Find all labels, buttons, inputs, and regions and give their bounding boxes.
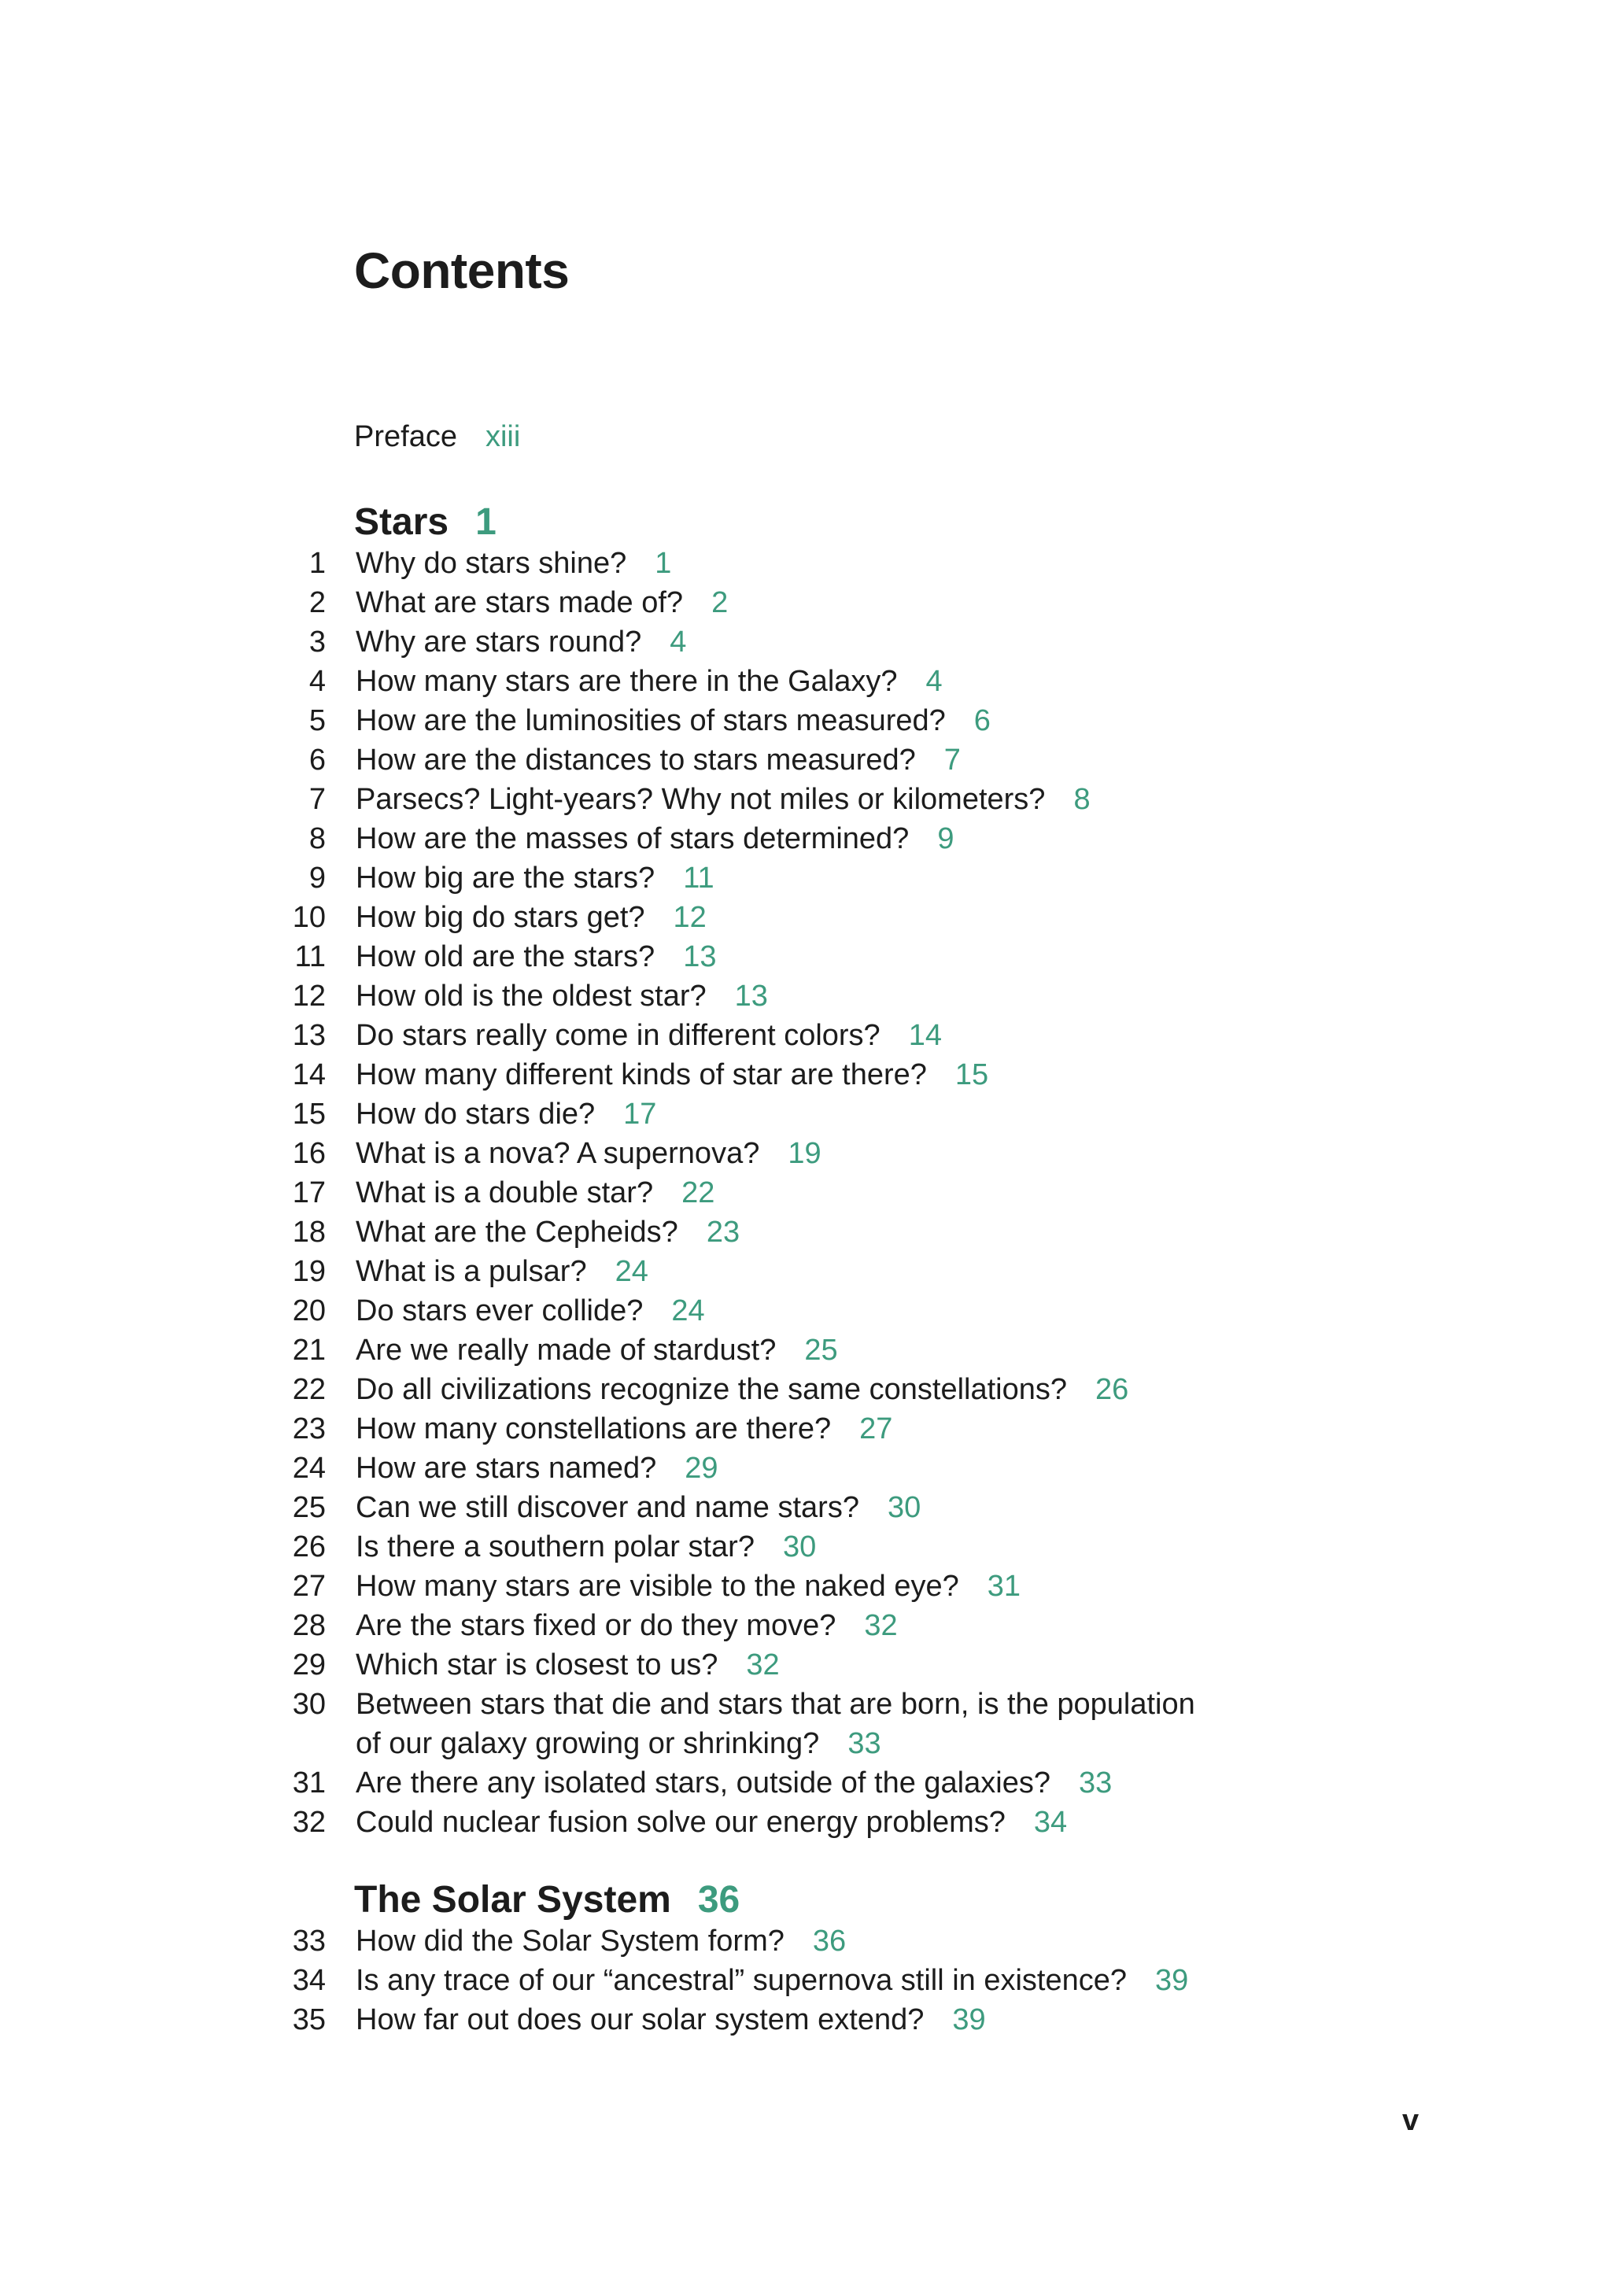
entry-page: 25 xyxy=(804,1334,838,1367)
entry-text: Could nuclear fusion solve our energy problems? xyxy=(356,1806,1006,1839)
entry-page: 22 xyxy=(681,1176,715,1209)
entry-number: 9 xyxy=(308,862,326,895)
entry-number: 21 xyxy=(292,1334,326,1367)
entry-text: What are stars made of? xyxy=(356,586,684,619)
entry-page: 33 xyxy=(1078,1766,1113,1800)
entry-number: 26 xyxy=(292,1530,326,1563)
entry-text: Are there any isolated stars, outside of the galaxies? xyxy=(356,1766,1050,1800)
entry-text: Between stars that die and stars that are born, is the population xyxy=(356,1688,1195,1721)
entry-number: 10 xyxy=(292,901,326,934)
entry-question xyxy=(356,662,943,701)
entry-page: 31 xyxy=(987,1570,1021,1603)
entry-text: How are the luminosities of stars measured? xyxy=(356,704,946,737)
entry-text: How far out does our solar system extend? xyxy=(356,2003,925,2036)
preface-entry xyxy=(354,422,520,452)
entry-number: 15 xyxy=(292,1098,326,1131)
entry-page: 15 xyxy=(954,1058,989,1091)
section-heading-stars xyxy=(354,501,497,543)
entry-number: 20 xyxy=(292,1294,326,1327)
entry-page: 7 xyxy=(943,744,961,777)
entry-number: 29 xyxy=(292,1648,326,1681)
entry-text: Do all civilizations recognize the same constellations? xyxy=(356,1373,1068,1406)
section-heading-solar-system xyxy=(354,1881,740,1919)
entry-question xyxy=(356,2000,986,2039)
entry-page: 32 xyxy=(864,1609,898,1642)
entry-question xyxy=(356,1567,1021,1606)
entry-question xyxy=(356,1685,1195,1763)
entry-number: 2 xyxy=(308,586,326,619)
entry-question xyxy=(356,1449,718,1488)
entry-question xyxy=(356,1763,1112,1803)
entry-text: What is a nova? A supernova? xyxy=(356,1137,760,1170)
preface-page: xiii xyxy=(485,420,521,453)
entry-number: 3 xyxy=(308,626,326,659)
entry-text: Do stars ever collide? xyxy=(356,1294,644,1327)
entry-number: 22 xyxy=(292,1373,326,1406)
entry-number: 34 xyxy=(292,1964,326,1997)
entry-question xyxy=(356,701,991,740)
entry-text: Why are stars round? xyxy=(356,626,642,659)
entry-text: How are the masses of stars determined? xyxy=(356,822,910,855)
entry-text: How many stars are there in the Galaxy? xyxy=(356,665,898,698)
entry-number: 24 xyxy=(292,1452,326,1485)
entry-text: How many stars are visible to the naked eye? xyxy=(356,1570,959,1603)
entry-number: 25 xyxy=(292,1491,326,1524)
entry-question xyxy=(356,1134,821,1173)
section-title: The Solar System xyxy=(354,1879,671,1921)
entry-question xyxy=(356,858,714,898)
entry-question xyxy=(356,1291,705,1331)
entry-page: 33 xyxy=(847,1727,881,1760)
section-page: 36 xyxy=(697,1879,740,1921)
entry-question xyxy=(356,819,954,858)
entry-number: 1 xyxy=(308,547,326,580)
entry-number: 7 xyxy=(308,783,326,816)
entry-page: 17 xyxy=(623,1098,657,1131)
entry-question xyxy=(356,622,686,662)
entry-question xyxy=(356,1173,714,1213)
entry-page: 27 xyxy=(859,1412,893,1445)
entry-number: 11 xyxy=(294,940,326,973)
entry-page: 26 xyxy=(1095,1373,1129,1406)
entry-question xyxy=(356,898,707,937)
entry-page: 13 xyxy=(683,940,717,973)
entry-question xyxy=(356,1213,740,1252)
entry-text: How old are the stars? xyxy=(356,940,655,973)
entry-number: 6 xyxy=(308,744,326,777)
entry-text: Which star is closest to us? xyxy=(356,1648,718,1681)
entry-number: 16 xyxy=(292,1137,326,1170)
entry-text: How many different kinds of star are there? xyxy=(356,1058,927,1091)
entry-page: 19 xyxy=(788,1137,821,1170)
entry-question xyxy=(356,1331,838,1370)
entry-question xyxy=(356,583,728,622)
preface-label: Preface xyxy=(354,420,457,453)
entry-question xyxy=(356,1016,942,1055)
entry-question xyxy=(356,1409,892,1449)
entry-text: How do stars die? xyxy=(356,1098,596,1131)
entry-question xyxy=(356,1094,656,1134)
entry-text: Are the stars fixed or do they move? xyxy=(356,1609,836,1642)
entry-page: 4 xyxy=(925,665,943,698)
entry-question xyxy=(356,1488,921,1527)
entry-page: 34 xyxy=(1033,1806,1068,1839)
entry-page: 39 xyxy=(952,2003,986,2036)
entry-text: How big do stars get? xyxy=(356,901,645,934)
entry-number: 8 xyxy=(308,822,326,855)
entry-number: 35 xyxy=(292,2003,326,2036)
entry-question xyxy=(356,1252,648,1291)
entry-question xyxy=(356,1055,988,1094)
entry-page: 12 xyxy=(673,901,707,934)
entry-number: 23 xyxy=(292,1412,326,1445)
entry-page: 1 xyxy=(655,547,672,580)
entry-page: 14 xyxy=(908,1019,942,1052)
entry-page: 32 xyxy=(746,1648,780,1681)
entry-text: Is any trace of our “ancestral” supernova still in existence? xyxy=(356,1964,1128,1997)
entry-question xyxy=(356,1370,1128,1409)
entry-page: 24 xyxy=(671,1294,705,1327)
entry-text: What is a double star? xyxy=(356,1176,654,1209)
entry-text: Why do stars shine? xyxy=(356,547,627,580)
entry-number: 13 xyxy=(292,1019,326,1052)
entry-number: 19 xyxy=(292,1255,326,1288)
entry-page: 4 xyxy=(670,626,687,659)
section-page: 1 xyxy=(475,501,497,543)
entry-question xyxy=(356,1961,1188,2000)
entry-number: 31 xyxy=(292,1766,326,1800)
entry-text-continued: of our galaxy growing or shrinking? xyxy=(356,1727,820,1760)
entry-page: 36 xyxy=(812,1925,847,1958)
entry-text: Parsecs? Light-years? Why not miles or kilometers? xyxy=(356,783,1046,816)
entry-question xyxy=(356,937,716,976)
entry-question xyxy=(356,1645,780,1685)
entry-page: 39 xyxy=(1155,1964,1189,1997)
entry-page: 24 xyxy=(615,1255,648,1288)
entry-page: 11 xyxy=(683,862,714,895)
entry-number: 14 xyxy=(292,1058,326,1091)
section-title: Stars xyxy=(354,501,449,543)
entry-number: 18 xyxy=(292,1216,326,1249)
entry-text: Is there a southern polar star? xyxy=(356,1530,755,1563)
entry-number: 12 xyxy=(292,980,326,1013)
entry-text: How big are the stars? xyxy=(356,862,655,895)
entry-text: How many constellations are there? xyxy=(356,1412,832,1445)
entry-number: 4 xyxy=(308,665,326,698)
entry-text: Do stars really come in different colors? xyxy=(356,1019,880,1052)
entry-question xyxy=(356,976,768,1016)
entry-question xyxy=(356,740,961,780)
entry-page: 30 xyxy=(782,1530,817,1563)
entry-text: How are the distances to stars measured? xyxy=(356,744,916,777)
entry-number: 28 xyxy=(292,1609,326,1642)
entry-text: How are stars named? xyxy=(356,1452,657,1485)
entry-text: What are the Cepheids? xyxy=(356,1216,678,1249)
entry-page: 29 xyxy=(685,1452,718,1485)
entry-question xyxy=(356,1803,1067,1842)
entry-text: How did the Solar System form? xyxy=(356,1925,785,1958)
entry-number: 5 xyxy=(308,704,326,737)
entry-question xyxy=(356,780,1091,819)
entry-page: 6 xyxy=(973,704,991,737)
entry-number: 17 xyxy=(292,1176,326,1209)
entry-page: 30 xyxy=(887,1491,921,1524)
entry-number: 33 xyxy=(292,1925,326,1958)
entry-page: 9 xyxy=(937,822,954,855)
entry-page: 13 xyxy=(734,980,768,1013)
entry-text: Are we really made of stardust? xyxy=(356,1334,777,1367)
entry-question xyxy=(356,1606,898,1645)
entry-page: 2 xyxy=(711,586,729,619)
entry-question xyxy=(356,1921,846,1961)
entry-page: 23 xyxy=(706,1216,740,1249)
entry-question xyxy=(356,1527,816,1567)
page-title: Contents xyxy=(354,242,570,299)
entry-text: Can we still discover and name stars? xyxy=(356,1491,859,1524)
entry-number: 32 xyxy=(292,1806,326,1839)
entry-number: 30 xyxy=(292,1688,326,1721)
entry-question xyxy=(356,544,671,583)
entry-text: How old is the oldest star? xyxy=(356,980,707,1013)
entry-number: 27 xyxy=(292,1570,326,1603)
entry-page: 8 xyxy=(1073,783,1091,816)
entry-text: What is a pulsar? xyxy=(356,1255,587,1288)
folio-page-number: v xyxy=(1402,2104,1419,2137)
